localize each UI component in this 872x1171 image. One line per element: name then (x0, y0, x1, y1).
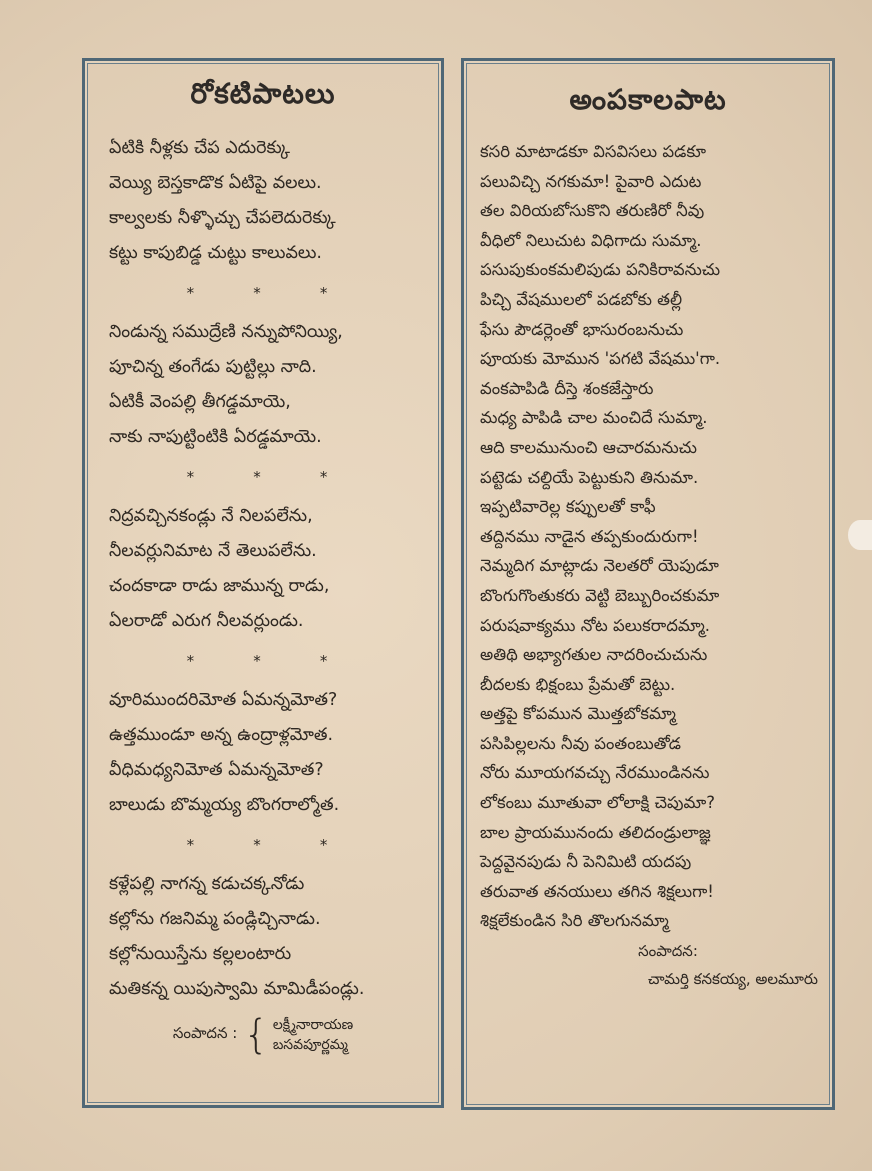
poem-line: నోరు మూయగవచ్చు నేరముండినను (480, 763, 710, 783)
poem-line: తద్దినము నాడైన తప్పకుందురుగా! (480, 526, 699, 546)
poem-line: పట్టెడు చల్దియే పెట్టుకుని తినుమా. (480, 467, 699, 487)
left-editor-name-1: లక్ష్మీనారాయణ (272, 1017, 354, 1033)
stanza-separator (157, 463, 357, 491)
separator-star: * (186, 652, 195, 670)
separator-star: * (253, 468, 261, 486)
poem-line: శిక్షలేకుండిన సిరి తొలగునమ్మా (480, 911, 669, 931)
poem-line: ఆది కాలమునుంచి ఆచారమనుచు (480, 437, 697, 457)
poem-line: వీధిమధ్యనిమోత ఏమన్నమోత? (109, 760, 324, 780)
poem-line: పిచ్చి వేషములలో పడబోకు తల్లీ (480, 289, 683, 309)
poem-line: నెమ్మదిగ మాట్లాడు నెలతరో యెపుడూ (480, 556, 719, 576)
poem-line: కల్లోనుయిస్తేను కల్లలంటారు (109, 944, 292, 964)
poem-line: నిండున్న సముద్రేణి నన్నుపోనియ్యి, (109, 322, 343, 342)
poem-line: కల్లోను గజనిమ్మ పండ్లిచ్చినాడు. (109, 909, 321, 929)
separator-star: * (253, 836, 261, 854)
poem-line: పూయకు మోమున 'పగటి వేషము'గా. (480, 349, 721, 369)
poem-line: చందకాడా రాడు జామున్న రాడు, (109, 576, 330, 596)
right-poem-lines (464, 137, 832, 936)
poem-line: బీదలకు భిక్షంబు ప్రేమతో బెట్టు. (480, 674, 676, 694)
poem-line: నాకు నాపుట్టింటికి ఏరడ్డమాయె. (109, 427, 322, 447)
separator-star: * (319, 284, 328, 302)
separator-star: * (253, 284, 261, 302)
poem-line: వూరిముందరిమోత ఏమన్నమోత? (109, 690, 338, 710)
poem-line: ఏలరాడో ఎరుగ నీలవర్లుండు. (109, 611, 304, 631)
poem-line: కట్టు కాపుబిడ్డ చుట్టు కాలువలు. (109, 243, 322, 263)
stanza (109, 683, 441, 823)
poem-line: ఇప్పటివారెల్ల కప్పులతో కాఫీ (480, 497, 656, 517)
stanza (109, 131, 441, 271)
poem-line: పూచిన్న తంగేడు పుట్టిల్లు నాది. (109, 357, 317, 377)
poem-line: తరువాత తనయులు తగిన శిక్షలుగా! (480, 881, 714, 901)
poem-line: బొంగుగొంతుకరు వెట్టి బెబ్బురించకుమా (480, 585, 720, 605)
poem-line: నీలవర్లునిమాట నే తెలుపలేను. (109, 541, 317, 561)
poem-line: పసుపుకుంకమలిపుడు పనికిరావనుచు (480, 260, 721, 280)
poem-line: పలువిచ్చి నగకుమా! పైవారి ఎదుట (480, 171, 702, 191)
stanza (109, 867, 441, 1007)
poem-line: ఏటికీ వెంపల్లి తీగడ్డమాయె, (109, 392, 291, 412)
poem-line: నిద్రవచ్చినకండ్లు నే నిలపలేను, (109, 506, 313, 526)
left-poem-title: రోకటిపాటలు (190, 77, 336, 110)
right-poem-panel (461, 58, 835, 1110)
poem-line: వంకపాపిడి దీస్తె శంకజేస్తారు (480, 378, 654, 398)
left-editor-name-2: బసవపూర్ణమ్మ (272, 1037, 348, 1053)
stanza (109, 315, 441, 455)
poem-line: బాలుడు బొమ్మయ్య బొంగరాల్మోత. (109, 795, 340, 815)
left-editor-credit (85, 1012, 441, 1058)
poem-line: వీధిలో నిలుచుట విధిగాదు సుమ్మా. (480, 230, 702, 250)
left-editor-names (273, 1015, 353, 1055)
brace-glyph: { (243, 1012, 269, 1058)
poem-line: మధ్య పాపిడి చాల మంచిదే సుమ్మా. (480, 408, 708, 428)
left-editor-label: సంపాదన : (172, 1024, 238, 1042)
poem-line: మతికన్న యిపుస్వామి మామిడీపండ్లు. (109, 979, 365, 999)
poem-line: అత్తపై కోపమున మొత్తబోకమ్మా (480, 704, 676, 724)
separator-star: * (319, 836, 328, 854)
poem-line: అతిథి అభ్యాగతుల నాదరించుచును (480, 645, 708, 665)
stanza-separator (157, 647, 357, 675)
separator-star: * (186, 468, 195, 486)
poem-line: ఏటికి నీళ్లకు చేప ఎదురెక్కు (109, 138, 290, 158)
separator-star: * (319, 468, 328, 486)
right-editor-label: సంపాదన: (638, 942, 698, 961)
left-poem-panel (82, 58, 444, 1108)
poem-line: లోకంబు మూతువా లోలాక్షి చెపుమా? (480, 793, 715, 813)
poem-line: బాల ప్రాయమునందు తలిదండ్రులాజ్ఞ (480, 822, 711, 842)
poem-line: ఉత్తముండూ అన్న ఉంద్రాళ్లమోత. (109, 725, 334, 745)
stanza-separator (157, 831, 357, 859)
separator-star: * (319, 652, 328, 670)
separator-star: * (186, 836, 195, 854)
poem-line: కాల్వలకు నీళ్ళొచ్చు చేపలెదురెక్కు (109, 208, 336, 228)
left-stanzas (85, 131, 441, 1007)
poem-line: పెద్దవైనపుడు నీ పెనిమిటి యదపు (480, 852, 692, 872)
poem-line: పసిపిల్లలను నీవు పంతంబుతోడ (480, 733, 681, 753)
separator-star: * (186, 284, 195, 302)
right-editor-name: చామర్తి కనకయ్య, అలమూరు (648, 970, 818, 989)
poem-line: కసరి మాటాడకూ విసవిసలు పడకూ (480, 142, 706, 161)
poem-line: తల విరియబోసుకొని తరుణిరో నీవు (480, 201, 705, 221)
stanza (109, 499, 441, 639)
poem-line: ఫేసు పౌడర్లెంతో భాసురంబనుచు (480, 319, 684, 339)
poem-line: పరుషవాక్యము నోట పలుకరాదమ్మా. (480, 615, 711, 635)
poem-line: కళ్లేపల్లి నాగన్న కడుచక్కనోడు (109, 874, 305, 894)
right-poem-title: అంపకాలపాట (569, 83, 727, 116)
punch-hole (848, 520, 872, 550)
separator-star: * (253, 652, 261, 670)
poem-line: వెయ్యి బెస్తకాడొక ఏటిపై వలలు. (109, 173, 322, 193)
stanza-separator (157, 279, 357, 307)
